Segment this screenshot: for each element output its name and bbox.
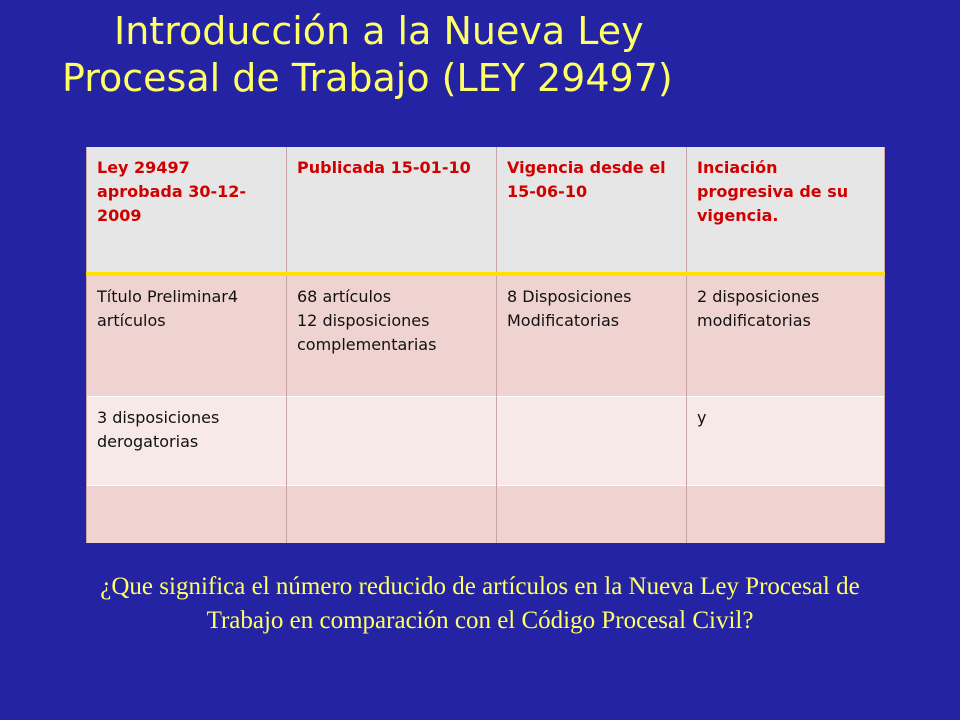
table-cell: 2 disposiciones modificatorias (687, 274, 885, 397)
table-cell (287, 486, 497, 544)
cell-line: 68 artículos (297, 287, 392, 306)
table-cell: 8 Disposiciones Modificatorias (497, 274, 687, 397)
slide-title (0, 8, 960, 102)
table-cell: Inciación progresiva de su vigencia. (687, 147, 885, 274)
table-cell: Vigencia desde el 15-06-10 (497, 147, 687, 274)
table-cell (497, 486, 687, 544)
discussion-question: ¿Que significa el número reducido de artículos en la Nueva Ley Procesal de Trabajo en comparación con el Código Procesal Civil? (100, 573, 860, 634)
table-cell: Publicada 15-01-10 (287, 147, 497, 274)
table-cell (287, 397, 497, 486)
table-cell (287, 274, 497, 397)
table-row (87, 486, 885, 544)
table-cell (497, 397, 687, 486)
cell-line: 12 disposiciones complementarias (297, 311, 437, 354)
table-cell (687, 486, 885, 544)
table-cell: y (687, 397, 885, 486)
table-cell: Título Preliminar4 artículos (87, 274, 287, 397)
title-line-2: Procesal de Trabajo (LEY 29497) (62, 56, 673, 100)
table-cell: 3 disposiciones derogatorias (87, 397, 287, 486)
law-summary-table (86, 147, 885, 543)
table-row (87, 397, 885, 486)
table-cell: Ley 29497 aprobada 30-12-2009 (87, 147, 287, 274)
table-header-row (87, 147, 885, 274)
table-cell (87, 486, 287, 544)
title-line-1: Introducción a la Nueva Ley (114, 9, 644, 53)
table-row (87, 274, 885, 397)
